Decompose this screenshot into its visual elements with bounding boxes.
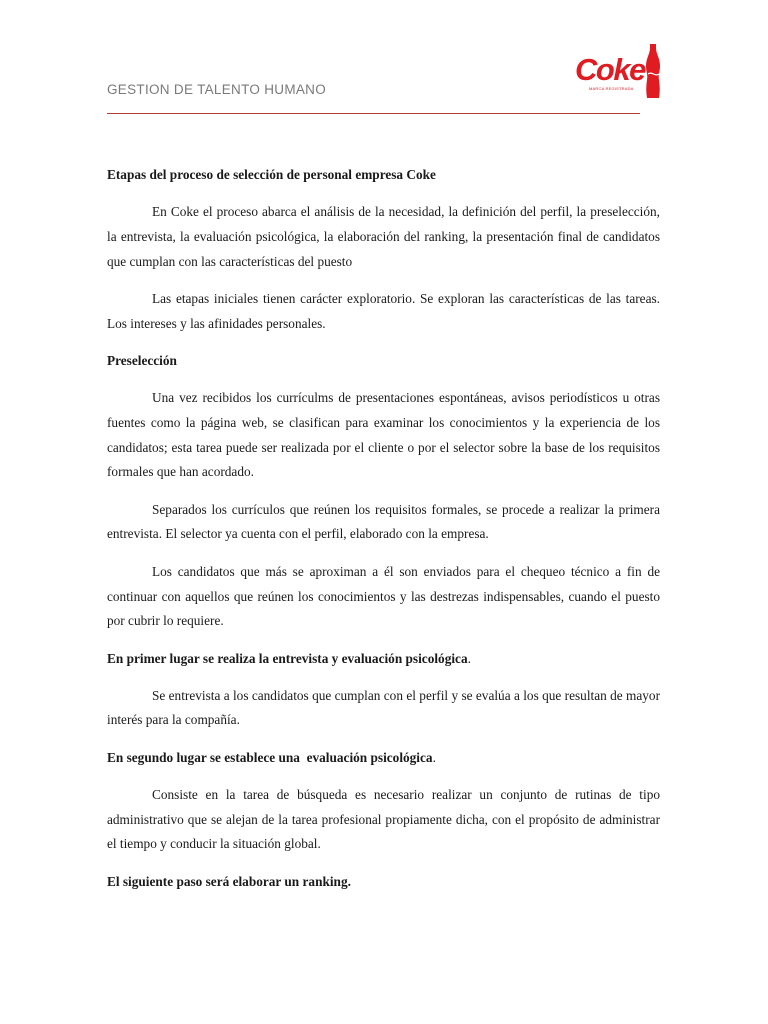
- section-heading: [107, 746, 660, 771]
- paragraph: Se entrevista a los candidatos que cumplan con el perfil y se evalúa a los que resultan de mayor interés para la compañía.: [107, 687, 660, 728]
- paragraph: Los candidatos que más se aproximan a él son enviados para el chequeo técnico a fin de continuar con aquellos que reúnen los conocimientos y las destrezas indispensables, cuando el puesto por cubrir lo requiere.: [107, 563, 660, 629]
- logo-tagline: MARCA REGISTRADA: [589, 86, 634, 91]
- section-heading: El siguiente paso será elaborar un ranking.: [107, 873, 351, 889]
- section-heading: Etapas del proceso de selección de personal empresa Coke: [107, 167, 436, 182]
- section-heading: [107, 647, 660, 672]
- paragraph: Consiste en la tarea de búsqueda es necesario realizar un conjunto de rutinas de tipo administrativo que se alejan de la tarea profesional propiamente dicha, con el propósito de administrar el tiempo y conducir la situación global.: [107, 786, 660, 852]
- section-heading: Preselección: [107, 352, 177, 368]
- header-divider: [107, 113, 640, 114]
- paragraph: Una vez recibidos los currículms de presentaciones espontáneas, avisos periodísticos u otras fuentes como la página web, se clasifican para examinar los conocimientos y la experiencia de los candidatos; esta tarea puede ser realizada por el cliente o por el selector sobre la base de los requisitos formales que han acordado.: [107, 389, 660, 480]
- heading-period: .: [467, 650, 471, 666]
- heading-text: En primer lugar se realiza la entrevista y evaluación psicológica: [107, 650, 468, 666]
- paragraph: Las etapas iniciales tienen carácter exploratorio. Se exploran las características de las tareas. Los intereses y las afinidades personales.: [107, 290, 660, 331]
- document-body: [107, 163, 660, 907]
- bottle-icon: [643, 44, 663, 98]
- coke-logo: [575, 44, 663, 98]
- heading-text: En segundo lugar se establece una evaluación psicológica: [107, 749, 433, 765]
- header-title: GESTION DE TALENTO HUMANO: [107, 82, 327, 97]
- paragraph: Separados los currículos que reúnen los requisitos formales, se procede a realizar la primera entrevista. El selector ya cuenta con el perfil, elaborado con la empresa.: [107, 501, 660, 542]
- logo-wordmark: Coke: [575, 52, 645, 87]
- heading-period: .: [432, 749, 436, 765]
- paragraph: En Coke el proceso abarca el análisis de la necesidad, la definición del perfil, la preselección, la entrevista, la evaluación psicológica, la elaboración del ranking, la presentación final de candidatos que cumplan con las características del puesto: [107, 204, 660, 269]
